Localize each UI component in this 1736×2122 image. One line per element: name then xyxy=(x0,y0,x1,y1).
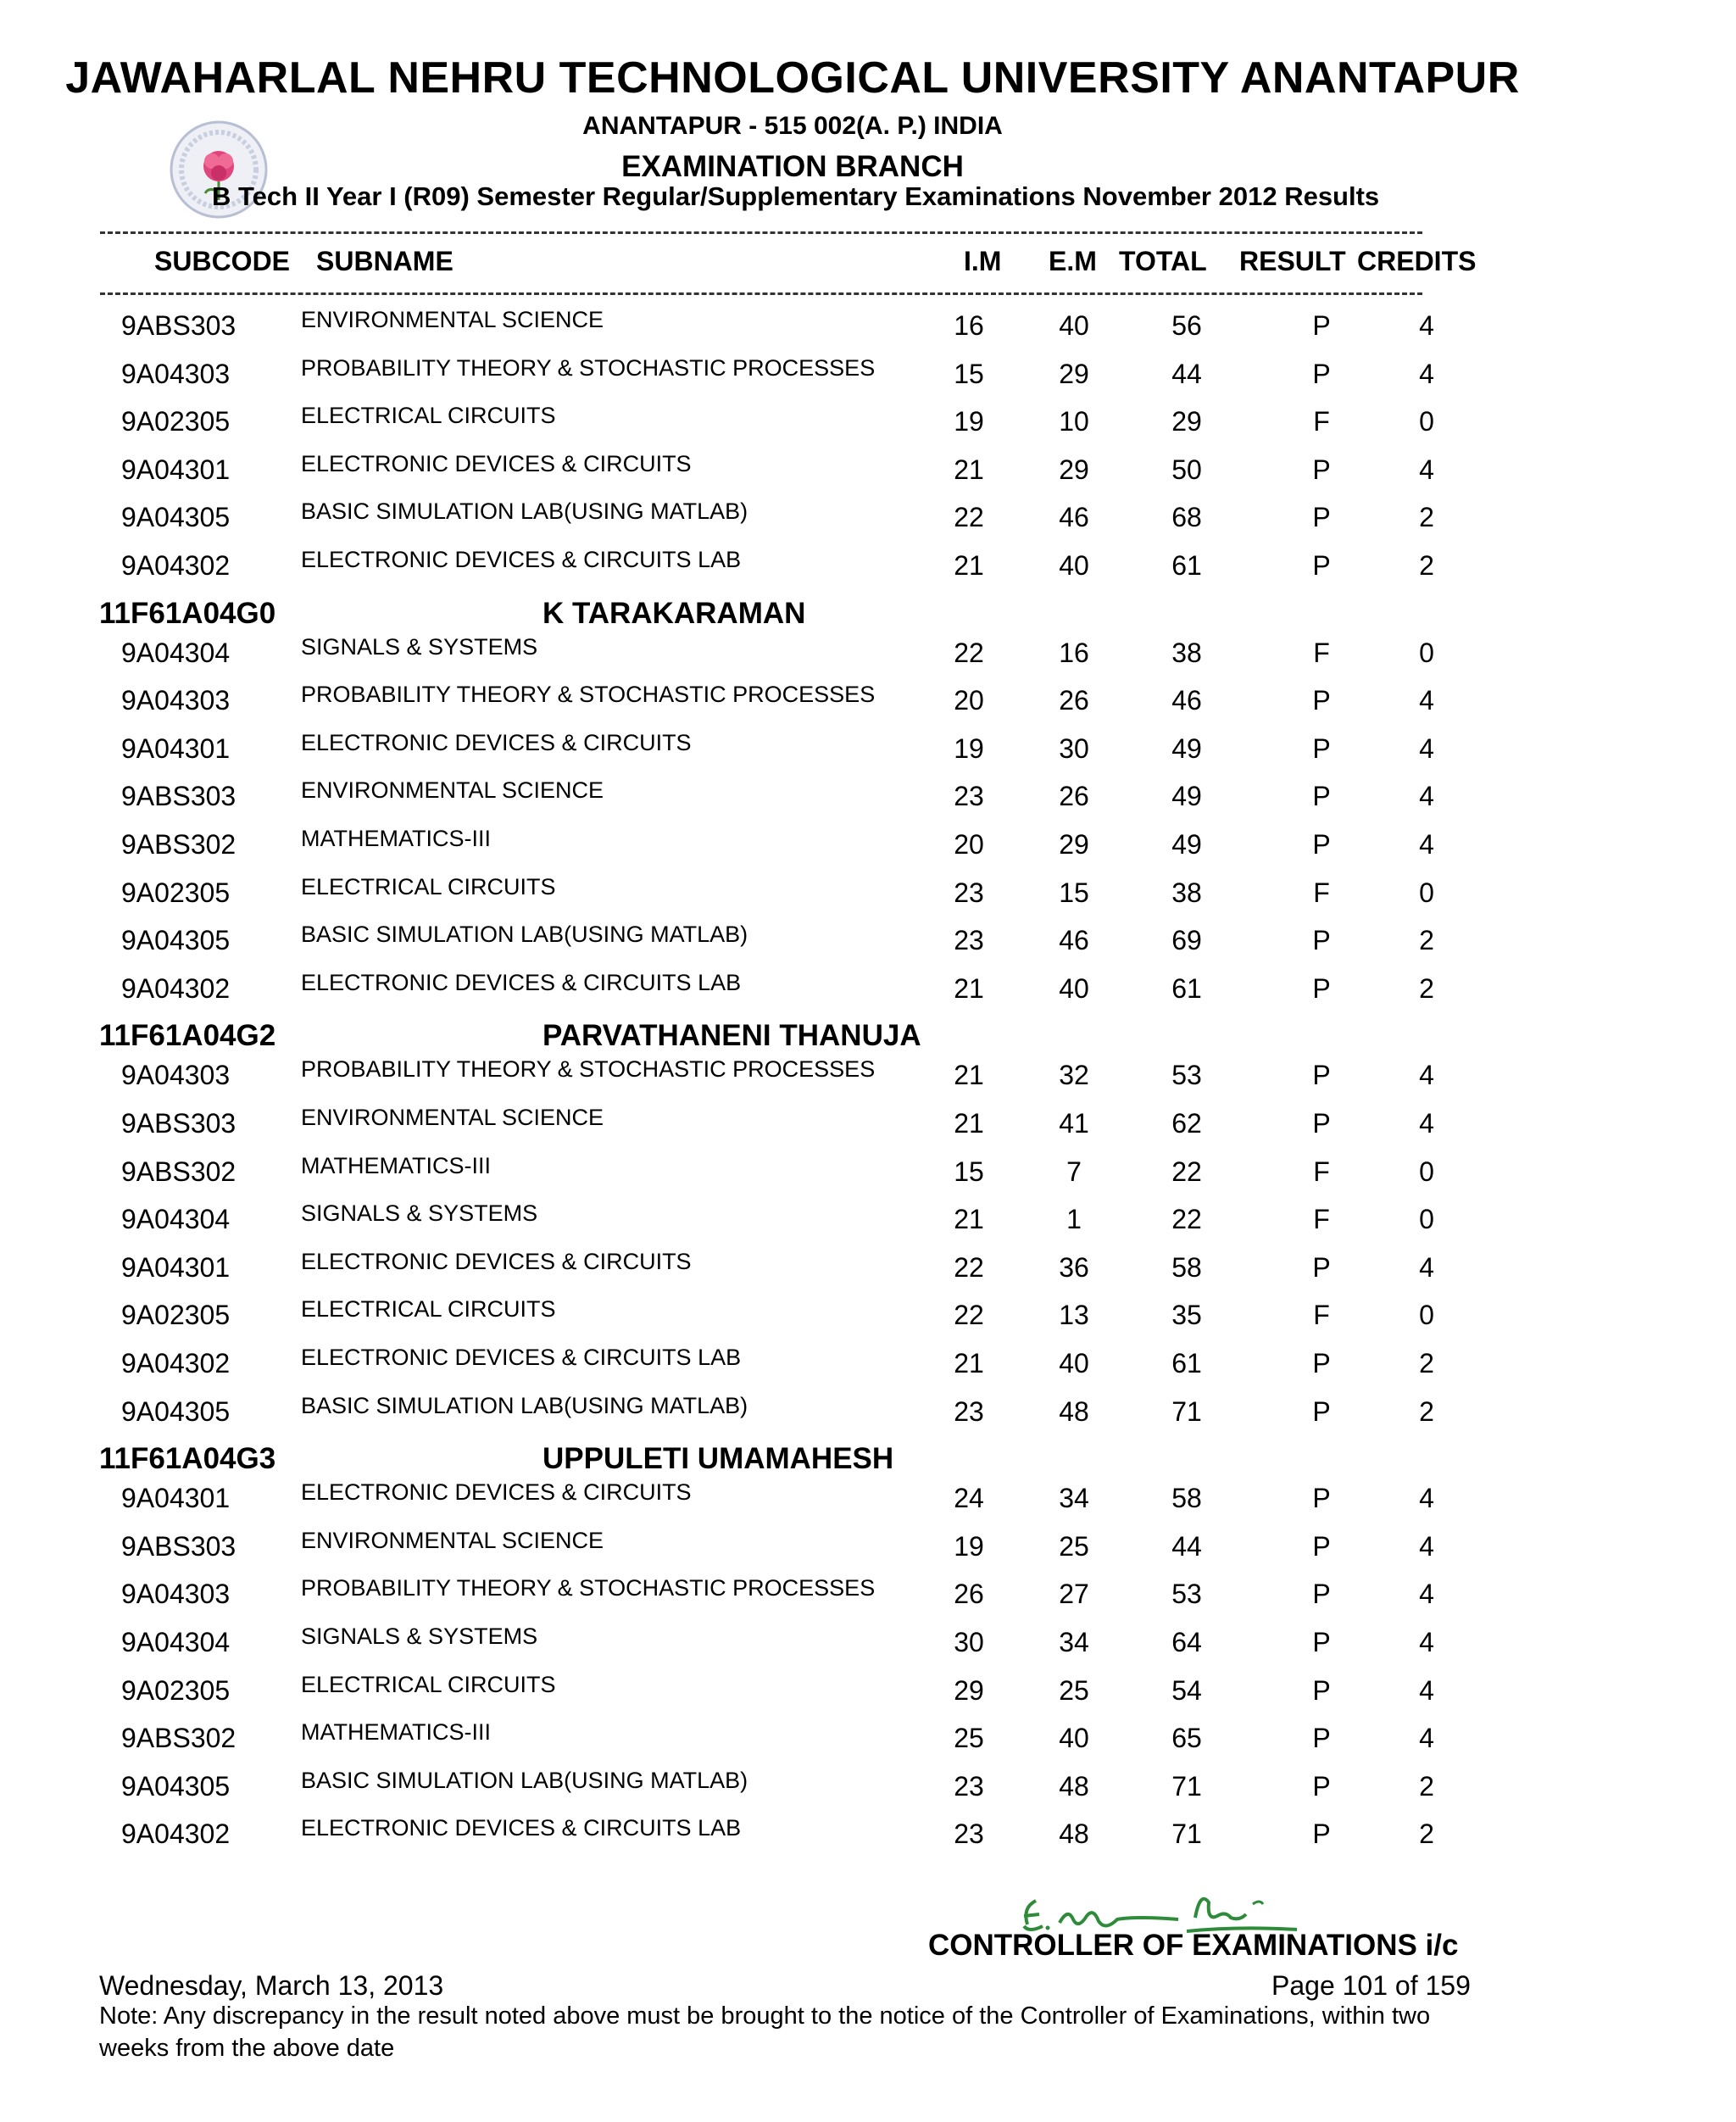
internal-marks: 20 xyxy=(954,685,984,716)
result-status: P xyxy=(1312,1818,1331,1849)
subject-code: 9A04302 xyxy=(121,1348,231,1378)
internal-marks: 23 xyxy=(954,1771,984,1802)
external-marks: 16 xyxy=(1059,638,1089,668)
subject-name: ELECTRONIC DEVICES & CIRCUITS xyxy=(301,1479,692,1505)
subject-code: 9A04302 xyxy=(121,973,231,1004)
table-row xyxy=(0,307,1736,358)
result-status: P xyxy=(1312,310,1331,341)
result-status: F xyxy=(1313,1300,1330,1330)
table-row xyxy=(0,634,1736,685)
external-marks: 30 xyxy=(1059,733,1089,764)
total-marks: 29 xyxy=(1171,406,1202,437)
table-row xyxy=(0,1153,1736,1204)
internal-marks: 21 xyxy=(954,1348,984,1378)
table-row xyxy=(0,355,1736,406)
credits-earned: 4 xyxy=(1419,1579,1434,1609)
total-marks: 61 xyxy=(1171,550,1202,581)
table-row xyxy=(0,874,1736,925)
credits-earned: 4 xyxy=(1419,1252,1434,1283)
external-marks: 40 xyxy=(1059,550,1089,581)
total-marks: 61 xyxy=(1171,1348,1202,1378)
subject-name: ELECTRONIC DEVICES & CIRCUITS xyxy=(301,1249,692,1274)
credits-earned: 0 xyxy=(1419,406,1434,437)
result-status: P xyxy=(1312,1531,1331,1562)
total-marks: 53 xyxy=(1171,1060,1202,1090)
internal-marks: 20 xyxy=(954,829,984,860)
external-marks: 29 xyxy=(1059,359,1089,389)
result-status: P xyxy=(1312,1771,1331,1802)
credits-earned: 4 xyxy=(1419,1108,1434,1139)
external-marks: 29 xyxy=(1059,829,1089,860)
internal-marks: 22 xyxy=(954,1252,984,1283)
total-marks: 38 xyxy=(1171,638,1202,668)
student-name: PARVATHANENI THANUJA xyxy=(542,1019,921,1052)
result-status: P xyxy=(1312,1348,1331,1378)
subject-code: 9A02305 xyxy=(121,1675,231,1706)
external-marks: 48 xyxy=(1059,1818,1089,1849)
internal-marks: 19 xyxy=(954,733,984,764)
external-marks: 29 xyxy=(1059,454,1089,485)
subject-code: 9ABS303 xyxy=(121,1531,236,1562)
internal-marks: 22 xyxy=(954,502,984,532)
branch-title: EXAMINATION BRANCH xyxy=(621,150,964,183)
credits-earned: 4 xyxy=(1419,1627,1434,1657)
subject-name: MATHEMATICS-III xyxy=(301,1153,491,1178)
credits-earned: 4 xyxy=(1419,1675,1434,1706)
internal-marks: 30 xyxy=(954,1627,984,1657)
credits-earned: 2 xyxy=(1419,973,1434,1004)
report-date: Wednesday, March 13, 2013 xyxy=(99,1970,444,2001)
credits-earned: 4 xyxy=(1419,359,1434,389)
subject-code: 9A04303 xyxy=(121,1579,231,1609)
subject-code: 9ABS303 xyxy=(121,781,236,811)
result-status: P xyxy=(1312,359,1331,389)
result-status: P xyxy=(1312,925,1331,955)
credits-earned: 4 xyxy=(1419,685,1434,716)
external-marks: 34 xyxy=(1059,1627,1089,1657)
result-status: P xyxy=(1312,829,1331,860)
result-status: P xyxy=(1312,781,1331,811)
result-status: P xyxy=(1312,733,1331,764)
external-marks: 10 xyxy=(1059,406,1089,437)
external-marks: 26 xyxy=(1059,685,1089,716)
subject-name: ENVIRONMENTAL SCIENCE xyxy=(301,307,604,332)
table-row xyxy=(0,1719,1736,1770)
total-marks: 65 xyxy=(1171,1723,1202,1753)
internal-marks: 23 xyxy=(954,925,984,955)
table-row xyxy=(0,1200,1736,1251)
table-row xyxy=(0,1672,1736,1723)
table-row xyxy=(0,970,1736,1021)
credits-earned: 2 xyxy=(1419,502,1434,532)
total-marks: 64 xyxy=(1171,1627,1202,1657)
external-marks: 7 xyxy=(1066,1156,1082,1187)
total-marks: 22 xyxy=(1171,1204,1202,1234)
student-name: K TARAKARAMAN xyxy=(542,597,806,630)
subject-code: 9A04305 xyxy=(121,1396,231,1427)
table-row xyxy=(0,826,1736,877)
subject-code: 9A04301 xyxy=(121,733,231,764)
table-row xyxy=(0,547,1736,598)
total-marks: 46 xyxy=(1171,685,1202,716)
column-divider xyxy=(100,292,1422,295)
subject-code: 9A04304 xyxy=(121,638,231,668)
total-marks: 58 xyxy=(1171,1252,1202,1283)
result-status: P xyxy=(1312,973,1331,1004)
subject-name: BASIC SIMULATION LAB(USING MATLAB) xyxy=(301,498,748,524)
credits-earned: 4 xyxy=(1419,1483,1434,1513)
internal-marks: 23 xyxy=(954,877,984,908)
table-row xyxy=(0,922,1736,972)
col-em: E.M xyxy=(1049,246,1097,276)
page-number: Page 101 of 159 xyxy=(1271,1970,1471,2001)
external-marks: 46 xyxy=(1059,502,1089,532)
student-roll-number: 11F61A04G0 xyxy=(99,597,276,630)
result-status: P xyxy=(1312,1483,1331,1513)
student-header xyxy=(0,1019,1736,1056)
credits-earned: 2 xyxy=(1419,1771,1434,1802)
total-marks: 44 xyxy=(1171,1531,1202,1562)
total-marks: 44 xyxy=(1171,359,1202,389)
subject-name: ELECTRONIC DEVICES & CIRCUITS LAB xyxy=(301,1345,742,1370)
subject-name: ENVIRONMENTAL SCIENCE xyxy=(301,1528,604,1553)
credits-earned: 0 xyxy=(1419,1156,1434,1187)
subject-name: ELECTRICAL CIRCUITS xyxy=(301,874,556,899)
total-marks: 49 xyxy=(1171,829,1202,860)
result-status: F xyxy=(1313,406,1330,437)
external-marks: 25 xyxy=(1059,1675,1089,1706)
total-marks: 71 xyxy=(1171,1818,1202,1849)
subject-code: 9A04303 xyxy=(121,359,231,389)
table-row xyxy=(0,403,1736,454)
subject-name: ELECTRONIC DEVICES & CIRCUITS LAB xyxy=(301,547,742,572)
subject-code: 9A04301 xyxy=(121,454,231,485)
table-row xyxy=(0,1624,1736,1674)
credits-earned: 4 xyxy=(1419,1060,1434,1090)
subject-name: PROBABILITY THEORY & STOCHASTIC PROCESSES xyxy=(301,682,876,707)
result-status: P xyxy=(1312,685,1331,716)
total-marks: 68 xyxy=(1171,502,1202,532)
subject-name: BASIC SIMULATION LAB(USING MATLAB) xyxy=(301,922,748,947)
credits-earned: 4 xyxy=(1419,1531,1434,1562)
total-marks: 71 xyxy=(1171,1396,1202,1427)
subject-name: BASIC SIMULATION LAB(USING MATLAB) xyxy=(301,1393,748,1418)
result-status: P xyxy=(1312,1723,1331,1753)
credits-earned: 0 xyxy=(1419,1300,1434,1330)
subject-name: ELECTRONIC DEVICES & CIRCUITS LAB xyxy=(301,970,742,995)
university-name: JAWAHARLAL NEHRU TECHNOLOGICAL UNIVERSITY ANANTAPUR xyxy=(65,53,1520,103)
result-status: P xyxy=(1312,1252,1331,1283)
subject-name: ELECTRONIC DEVICES & CIRCUITS xyxy=(301,730,692,755)
credits-earned: 0 xyxy=(1419,1204,1434,1234)
internal-marks: 22 xyxy=(954,638,984,668)
subject-code: 9A04304 xyxy=(121,1204,231,1234)
credits-earned: 2 xyxy=(1419,550,1434,581)
subject-name: PROBABILITY THEORY & STOCHASTIC PROCESSES xyxy=(301,355,876,381)
external-marks: 40 xyxy=(1059,1723,1089,1753)
total-marks: 49 xyxy=(1171,781,1202,811)
col-subname: SUBNAME xyxy=(316,246,453,276)
internal-marks: 23 xyxy=(954,1818,984,1849)
result-status: P xyxy=(1312,1396,1331,1427)
subject-name: PROBABILITY THEORY & STOCHASTIC PROCESSES xyxy=(301,1575,876,1601)
subject-code: 9ABS302 xyxy=(121,1723,236,1753)
internal-marks: 25 xyxy=(954,1723,984,1753)
external-marks: 32 xyxy=(1059,1060,1089,1090)
internal-marks: 15 xyxy=(954,359,984,389)
subject-name: SIGNALS & SYSTEMS xyxy=(301,1624,538,1649)
result-status: F xyxy=(1313,638,1330,668)
subject-code: 9ABS302 xyxy=(121,1156,236,1187)
credits-earned: 4 xyxy=(1419,454,1434,485)
table-row xyxy=(0,451,1736,502)
external-marks: 48 xyxy=(1059,1771,1089,1802)
subject-name: MATHEMATICS-III xyxy=(301,1719,491,1745)
col-credits: CREDITS xyxy=(1357,246,1477,276)
total-marks: 54 xyxy=(1171,1675,1202,1706)
subject-name: ENVIRONMENTAL SCIENCE xyxy=(301,1105,604,1130)
result-status: F xyxy=(1313,1204,1330,1234)
credits-earned: 0 xyxy=(1419,638,1434,668)
internal-marks: 26 xyxy=(954,1579,984,1609)
subject-code: 9A04303 xyxy=(121,685,231,716)
student-roll-number: 11F61A04G2 xyxy=(99,1019,276,1052)
internal-marks: 19 xyxy=(954,406,984,437)
total-marks: 71 xyxy=(1171,1771,1202,1802)
table-row xyxy=(0,777,1736,828)
result-status: P xyxy=(1312,1108,1331,1139)
internal-marks: 21 xyxy=(954,1204,984,1234)
table-row xyxy=(0,1296,1736,1347)
subject-name: SIGNALS & SYSTEMS xyxy=(301,1200,538,1226)
result-status: F xyxy=(1313,877,1330,908)
total-marks: 58 xyxy=(1171,1483,1202,1513)
subject-code: 9A04302 xyxy=(121,550,231,581)
external-marks: 40 xyxy=(1059,973,1089,1004)
result-status: P xyxy=(1312,1675,1331,1706)
subject-code: 9ABS303 xyxy=(121,1108,236,1139)
header-divider xyxy=(100,231,1422,234)
external-marks: 27 xyxy=(1059,1579,1089,1609)
col-result: RESULT xyxy=(1239,246,1346,276)
student-name: UPPULETI UMAMAHESH xyxy=(542,1442,894,1475)
result-status: F xyxy=(1313,1156,1330,1187)
total-marks: 35 xyxy=(1171,1300,1202,1330)
total-marks: 49 xyxy=(1171,733,1202,764)
total-marks: 50 xyxy=(1171,454,1202,485)
internal-marks: 21 xyxy=(954,1108,984,1139)
col-im: I.M xyxy=(964,246,1002,276)
external-marks: 46 xyxy=(1059,925,1089,955)
controller-title: CONTROLLER OF EXAMINATIONS i/c xyxy=(928,1929,1459,1962)
internal-marks: 15 xyxy=(954,1156,984,1187)
table-row xyxy=(0,1528,1736,1579)
total-marks: 62 xyxy=(1171,1108,1202,1139)
total-marks: 53 xyxy=(1171,1579,1202,1609)
credits-earned: 4 xyxy=(1419,310,1434,341)
exam-title: B Tech II Year I (R09) Semester Regular/Supplementary Examinations November 2012 Results xyxy=(212,181,1380,211)
total-marks: 38 xyxy=(1171,877,1202,908)
credits-earned: 2 xyxy=(1419,925,1434,955)
total-marks: 61 xyxy=(1171,973,1202,1004)
external-marks: 34 xyxy=(1059,1483,1089,1513)
subject-code: 9A02305 xyxy=(121,406,231,437)
table-row xyxy=(0,1815,1736,1866)
credits-earned: 4 xyxy=(1419,733,1434,764)
table-row xyxy=(0,1249,1736,1300)
external-marks: 13 xyxy=(1059,1300,1089,1330)
student-roll-number: 11F61A04G3 xyxy=(99,1442,276,1475)
result-status: P xyxy=(1312,1627,1331,1657)
total-marks: 69 xyxy=(1171,925,1202,955)
internal-marks: 21 xyxy=(954,973,984,1004)
subject-code: 9A04303 xyxy=(121,1060,231,1090)
internal-marks: 21 xyxy=(954,1060,984,1090)
result-status: P xyxy=(1312,1579,1331,1609)
subject-name: ELECTRICAL CIRCUITS xyxy=(301,403,556,428)
university-address: ANANTAPUR - 515 002(A. P.) INDIA xyxy=(582,112,1003,140)
table-row xyxy=(0,498,1736,549)
external-marks: 25 xyxy=(1059,1531,1089,1562)
subject-name: MATHEMATICS-III xyxy=(301,826,491,851)
result-status: P xyxy=(1312,1060,1331,1090)
subject-code: 9A04305 xyxy=(121,502,231,532)
subject-code: 9A04301 xyxy=(121,1252,231,1283)
subject-code: 9A02305 xyxy=(121,1300,231,1330)
student-header xyxy=(0,597,1736,634)
table-row xyxy=(0,1056,1736,1107)
discrepancy-note: Note: Any discrepancy in the result noted above must be brought to the notice of the Controller of Examinations, within two weeks from the above date xyxy=(99,2002,1431,2062)
subject-code: 9A04305 xyxy=(121,1771,231,1802)
subject-name: BASIC SIMULATION LAB(USING MATLAB) xyxy=(301,1768,748,1793)
credits-earned: 4 xyxy=(1419,781,1434,811)
internal-marks: 21 xyxy=(954,454,984,485)
external-marks: 48 xyxy=(1059,1396,1089,1427)
subject-code: 9A02305 xyxy=(121,877,231,908)
subject-name: ENVIRONMENTAL SCIENCE xyxy=(301,777,604,803)
table-row xyxy=(0,1479,1736,1530)
table-row xyxy=(0,1393,1736,1444)
external-marks: 40 xyxy=(1059,1348,1089,1378)
table-row xyxy=(0,1575,1736,1626)
internal-marks: 19 xyxy=(954,1531,984,1562)
table-row xyxy=(0,1105,1736,1156)
credits-earned: 0 xyxy=(1419,877,1434,908)
table-row xyxy=(0,1768,1736,1818)
subject-name: ELECTRICAL CIRCUITS xyxy=(301,1672,556,1697)
subject-code: 9A04301 xyxy=(121,1483,231,1513)
credits-earned: 4 xyxy=(1419,1723,1434,1753)
subject-code: 9A04302 xyxy=(121,1818,231,1849)
subject-name: ELECTRONIC DEVICES & CIRCUITS xyxy=(301,451,692,476)
internal-marks: 21 xyxy=(954,550,984,581)
internal-marks: 22 xyxy=(954,1300,984,1330)
internal-marks: 24 xyxy=(954,1483,984,1513)
internal-marks: 23 xyxy=(954,1396,984,1427)
credits-earned: 2 xyxy=(1419,1818,1434,1849)
subject-name: ELECTRONIC DEVICES & CIRCUITS LAB xyxy=(301,1815,742,1841)
total-marks: 56 xyxy=(1171,310,1202,341)
internal-marks: 23 xyxy=(954,781,984,811)
result-status: P xyxy=(1312,502,1331,532)
subject-name: SIGNALS & SYSTEMS xyxy=(301,634,538,660)
external-marks: 15 xyxy=(1059,877,1089,908)
table-row xyxy=(0,682,1736,732)
student-header xyxy=(0,1442,1736,1479)
external-marks: 1 xyxy=(1066,1204,1082,1234)
col-total: TOTAL xyxy=(1119,246,1207,276)
external-marks: 36 xyxy=(1059,1252,1089,1283)
result-status: P xyxy=(1312,550,1331,581)
col-subcode: SUBCODE xyxy=(154,246,291,276)
table-row xyxy=(0,1345,1736,1395)
subject-name: ELECTRICAL CIRCUITS xyxy=(301,1296,556,1322)
subject-name: PROBABILITY THEORY & STOCHASTIC PROCESSES xyxy=(301,1056,876,1082)
external-marks: 41 xyxy=(1059,1108,1089,1139)
credits-earned: 2 xyxy=(1419,1348,1434,1378)
internal-marks: 29 xyxy=(954,1675,984,1706)
subject-code: 9A04305 xyxy=(121,925,231,955)
table-row xyxy=(0,730,1736,781)
subject-code: 9A04304 xyxy=(121,1627,231,1657)
result-status: P xyxy=(1312,454,1331,485)
internal-marks: 16 xyxy=(954,310,984,341)
credits-earned: 4 xyxy=(1419,829,1434,860)
external-marks: 26 xyxy=(1059,781,1089,811)
subject-code: 9ABS303 xyxy=(121,310,236,341)
subject-code: 9ABS302 xyxy=(121,829,236,860)
external-marks: 40 xyxy=(1059,310,1089,341)
credits-earned: 2 xyxy=(1419,1396,1434,1427)
total-marks: 22 xyxy=(1171,1156,1202,1187)
